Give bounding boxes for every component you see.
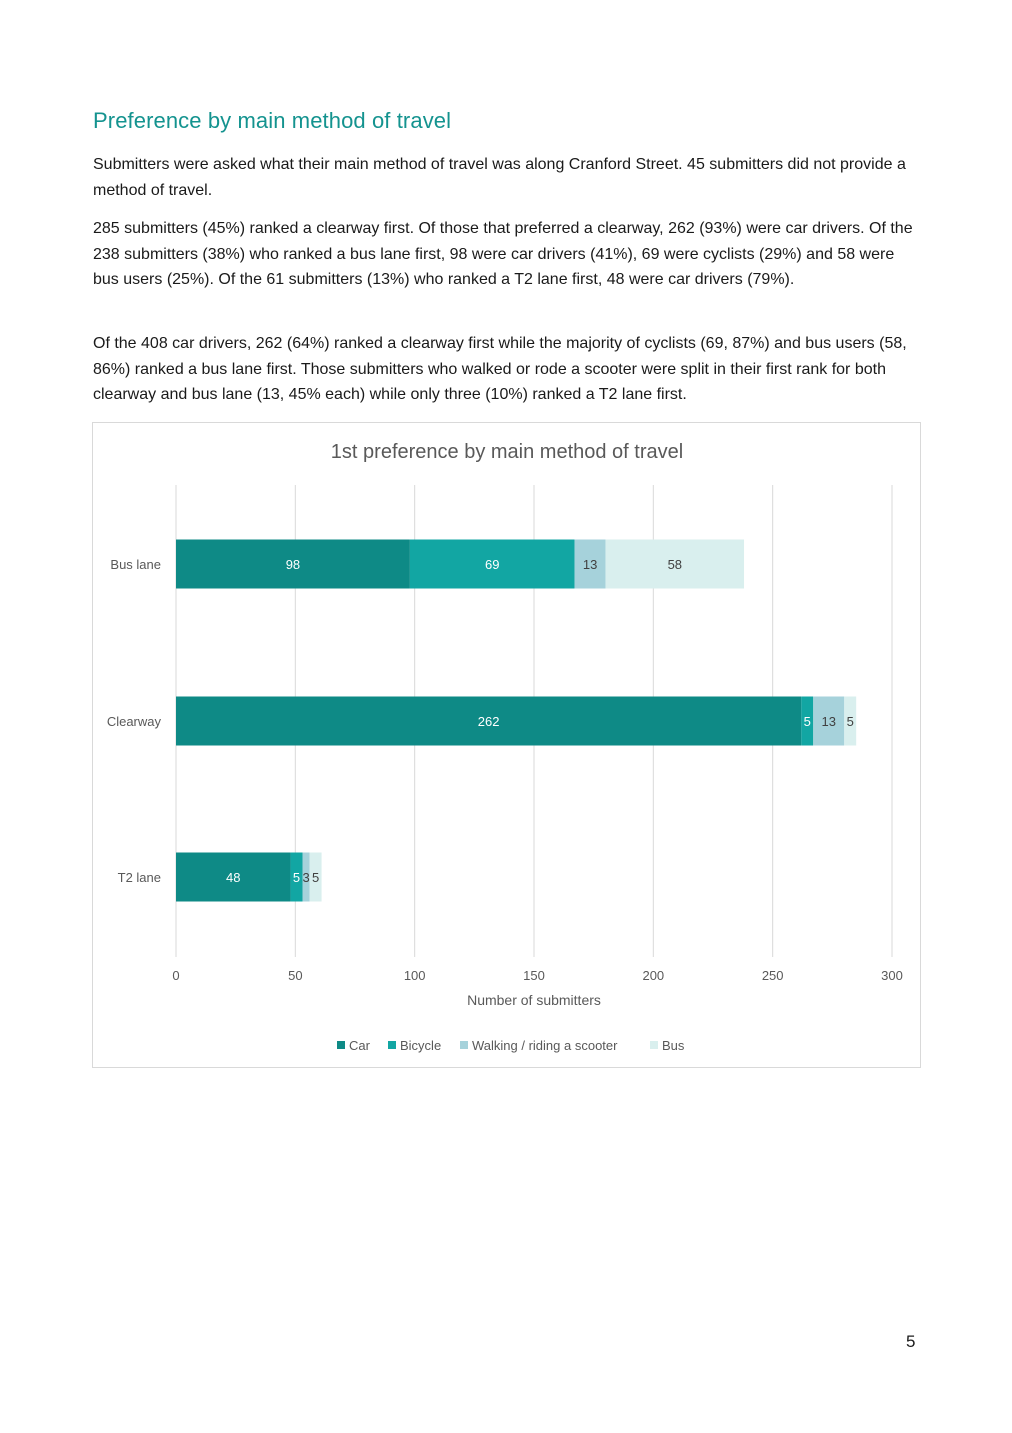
x-tick-label: 100 — [403, 968, 426, 983]
category-label: Bus lane — [110, 557, 161, 572]
chart-container — [92, 422, 921, 1068]
data-label: 98 — [285, 557, 301, 572]
chart-title: 1st preference by main method of travel — [330, 441, 684, 463]
legend-label: Walking / riding a scooter — [472, 1038, 618, 1053]
data-label: 5 — [803, 714, 811, 729]
data-label: 5 — [846, 714, 854, 729]
legend-swatch — [388, 1041, 396, 1049]
x-tick-label: 300 — [881, 968, 903, 983]
x-tick-label: 250 — [761, 968, 784, 983]
paragraph-car-drivers-summary: Of the 408 car drivers, 262 (64%) ranked a clearway first while the majority of cyclists (69, 87%) and bus users (58, 86%) ranked a bus lane first. Those submitters who walked or rode a scooter were split in their first rank for both clearway and bus lane (13, 45% each) while only three (10%) ranked a T2 lane first. — [93, 335, 907, 403]
legend-swatch — [460, 1041, 468, 1049]
page-number: 5 — [906, 1332, 916, 1351]
section-heading: Preference by main method of travel — [93, 108, 452, 133]
data-label: 13 — [821, 714, 836, 729]
x-axis-label: Number of submitters — [467, 992, 601, 1008]
data-label: 48 — [226, 870, 241, 885]
data-label: 13 — [582, 557, 598, 572]
x-tick-label: 50 — [288, 968, 303, 983]
data-label: 262 — [477, 714, 500, 729]
paragraph-method-of-travel: Submitters were asked what their main method of travel was along Cranford Street. 45 submitters did not provide a method of travel. — [93, 156, 906, 199]
x-tick-label: 0 — [172, 968, 180, 983]
preference-chart — [93, 423, 922, 1069]
data-label: 3 — [302, 870, 310, 885]
data-label: 58 — [667, 557, 683, 572]
data-label: 69 — [484, 557, 500, 572]
data-label: 5 — [312, 870, 320, 885]
legend-swatch — [337, 1041, 345, 1049]
legend-label: Bus — [662, 1038, 685, 1053]
x-tick-label: 150 — [523, 968, 545, 983]
legend-label: Bicycle — [400, 1038, 442, 1053]
x-tick-label: 200 — [642, 968, 665, 983]
paragraph-first-rank-summary: 285 submitters (45%) ranked a clearway first. Of those that preferred a clearway, 262 (93%) were car drivers. Of the 238 submitters (38%) who ranked a bus lane first, 98 were car drivers (41%), 69 were cyclists (29%) and 58 were bus users (25%). Of the 61 submitters (13%) who ranked a T2 lane first, 48 were car drivers (79%). — [93, 220, 913, 288]
data-label: 5 — [292, 870, 301, 885]
category-label: Clearway — [106, 714, 161, 729]
category-label: T2 lane — [117, 870, 161, 885]
legend-swatch — [650, 1041, 658, 1049]
legend-label: Car — [349, 1038, 370, 1053]
